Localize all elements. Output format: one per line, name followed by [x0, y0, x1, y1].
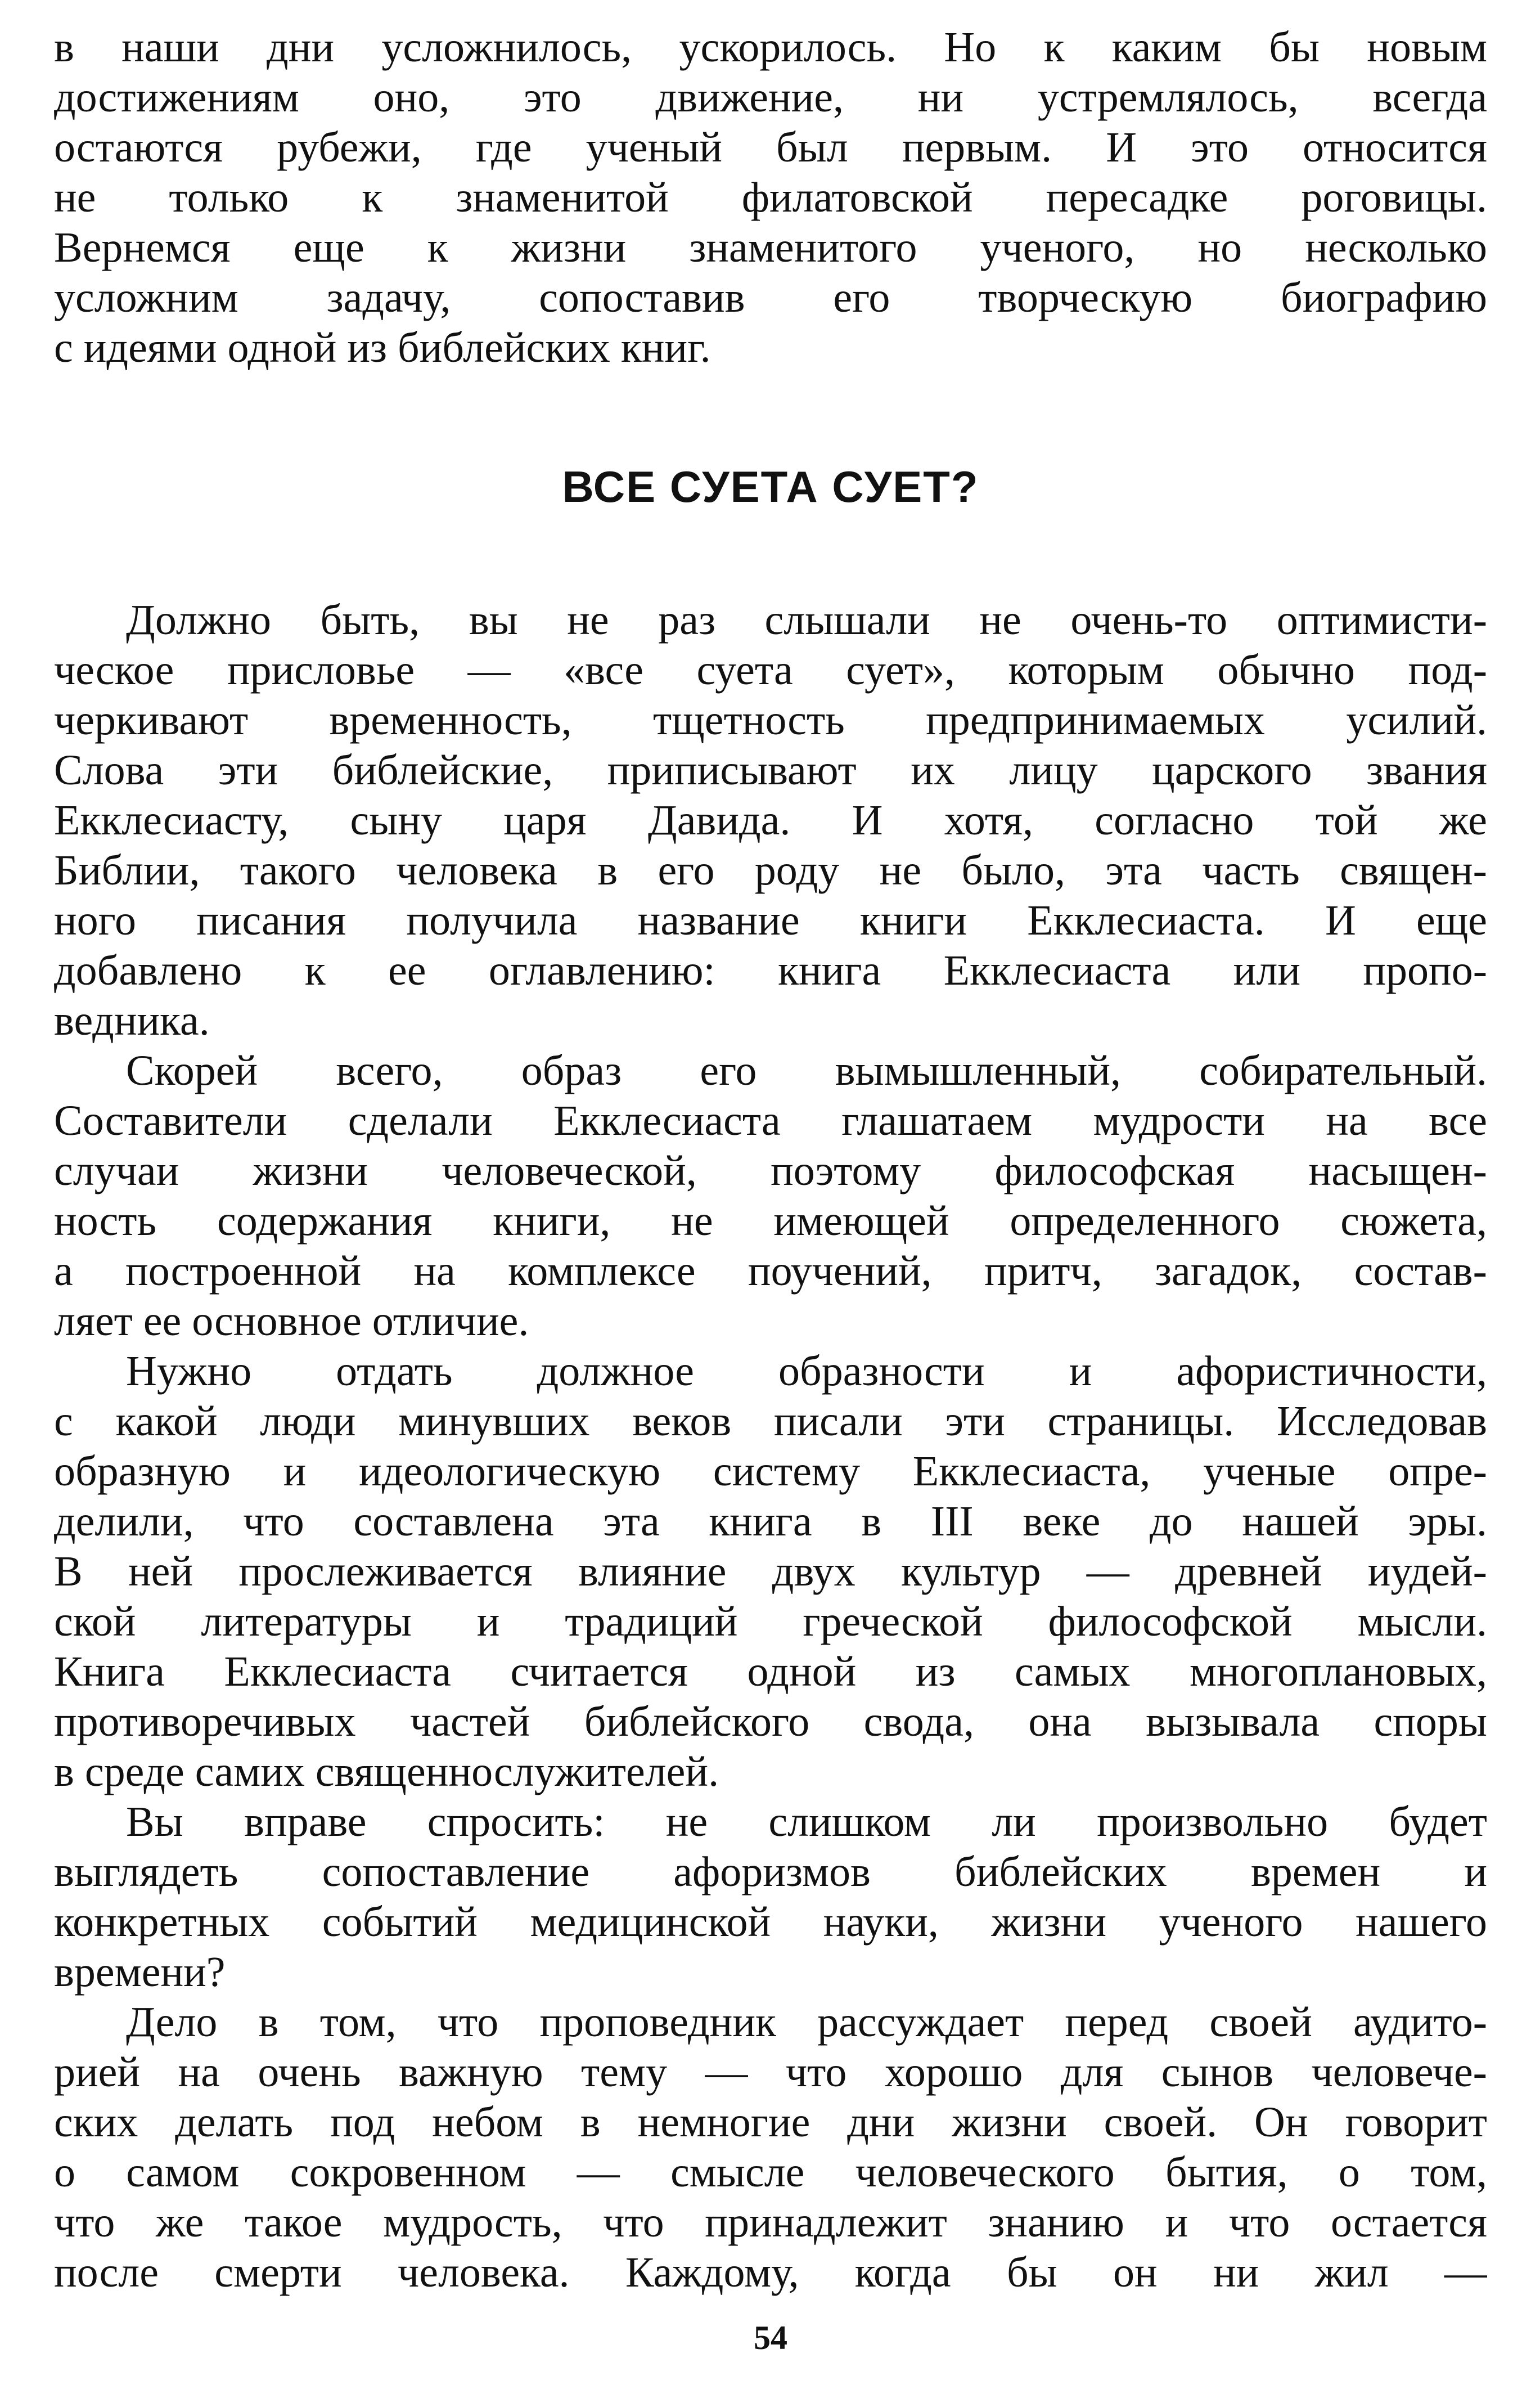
- text-line: ность содержания книги, не имеющей определенного сюжета,: [54, 1197, 1487, 1245]
- text-line: остаются рубежи, где ученый был первым. И это относится: [54, 124, 1487, 171]
- text-line: а построенной на комплексе поучений, притч, загадок, состав-: [54, 1247, 1487, 1295]
- text-line: Составители сделали Екклесиаста глашатаем мудрости на все: [54, 1097, 1487, 1144]
- text-line: времени?: [54, 1948, 226, 1996]
- text-line: ляет ее основное отличие.: [54, 1297, 529, 1345]
- text-line: выглядеть сопоставление афоризмов библейских времен и: [54, 1848, 1487, 1896]
- text-line: Скорей всего, образ его вымышленный, собирательный.: [126, 1047, 1487, 1094]
- text-line: Дело в том, что проповедник рассуждает перед своей аудито-: [126, 1998, 1487, 2046]
- text-line: Нужно отдать должное образности и афористичности,: [126, 1348, 1487, 1395]
- text-line: с какой люди минувших веков писали эти страницы. Исследовав: [54, 1398, 1487, 1445]
- text-line: Должно быть, вы не раз слышали не очень-то оптимисти-: [126, 596, 1487, 644]
- text-line: не только к знаменитой филатовской пересадке роговицы.: [54, 174, 1487, 221]
- text-line: достижениям оно, это движение, ни устремлялось, всегда: [54, 74, 1487, 121]
- text-line: ведника.: [54, 997, 210, 1044]
- text-line: ских делать под небом в немногие дни жизни своей. Он говорит: [54, 2099, 1487, 2146]
- text-line: случаи жизни человеческой, поэтому философская насыщен-: [54, 1147, 1487, 1194]
- text-line: добавлено к ее оглавлению: книга Екклесиаста или пропо-: [54, 947, 1487, 994]
- text-line: делили, что составлена эта книга в III веке до нашей эры.: [54, 1498, 1487, 1545]
- text-line: Слова эти библейские, приписывают их лицу царского звания: [54, 747, 1487, 794]
- text-line: о самом сокровенном — смысле человеческого бытия, о том,: [54, 2149, 1487, 2196]
- text-line: ской литературы и традиций греческой философской мысли.: [54, 1598, 1487, 1645]
- text-line: черкивают временность, тщетность предпринимаемых усилий.: [54, 697, 1487, 744]
- text-line: с идеями одной из библейских книг.: [54, 324, 711, 371]
- text-line: Екклесиасту, сыну царя Давида. И хотя, согласно той же: [54, 797, 1487, 844]
- text-line: усложним задачу, сопоставив его творческую биографию: [54, 274, 1487, 321]
- text-line: ческое присловье — «все суета сует», которым обычно под-: [54, 646, 1487, 694]
- text-line: конкретных событий медицинской науки, жизни ученого нашего: [54, 1898, 1487, 1946]
- text-line: в среде самих священнослужителей.: [54, 1748, 719, 1795]
- text-line: Вернемся еще к жизни знаменитого ученого, но несколько: [54, 224, 1487, 271]
- text-line: Вы вправе спросить: не слишком ли произвольно будет: [126, 1798, 1487, 1845]
- text-line: что же такое мудрость, что принадлежит знанию и что остается: [54, 2199, 1487, 2246]
- text-line: Библии, такого человека в его роду не было, эта часть священ-: [54, 847, 1487, 894]
- text-line: Книга Екклесиаста считается одной из самых многоплановых,: [54, 1648, 1487, 1695]
- text-line: в наши дни усложнилось, ускорилось. Но к каким бы новым: [54, 24, 1487, 71]
- text-line: противоречивых частей библейского свода, она вызывала споры: [54, 1698, 1487, 1745]
- text-line: рией на очень важную тему — что хорошо для сынов человече-: [54, 2049, 1487, 2096]
- section-body: [54, 595, 1487, 2298]
- section-title: ВСЕ СУЕТА СУЕТ?: [562, 462, 979, 511]
- page-number: 54: [754, 2319, 787, 2356]
- book-page: [54, 23, 1487, 2369]
- text-line: ного писания получила название книги Екклесиаста. И еще: [54, 897, 1487, 944]
- text-line: образную и идеологическую систему Екклесиаста, ученые опре-: [54, 1448, 1487, 1495]
- intro-text: [54, 23, 1487, 373]
- text-line: В ней прослеживается влияние двух культур — древней иудей-: [54, 1548, 1487, 1595]
- text-line: после смерти человека. Каждому, когда бы он ни жил —: [54, 2249, 1487, 2296]
